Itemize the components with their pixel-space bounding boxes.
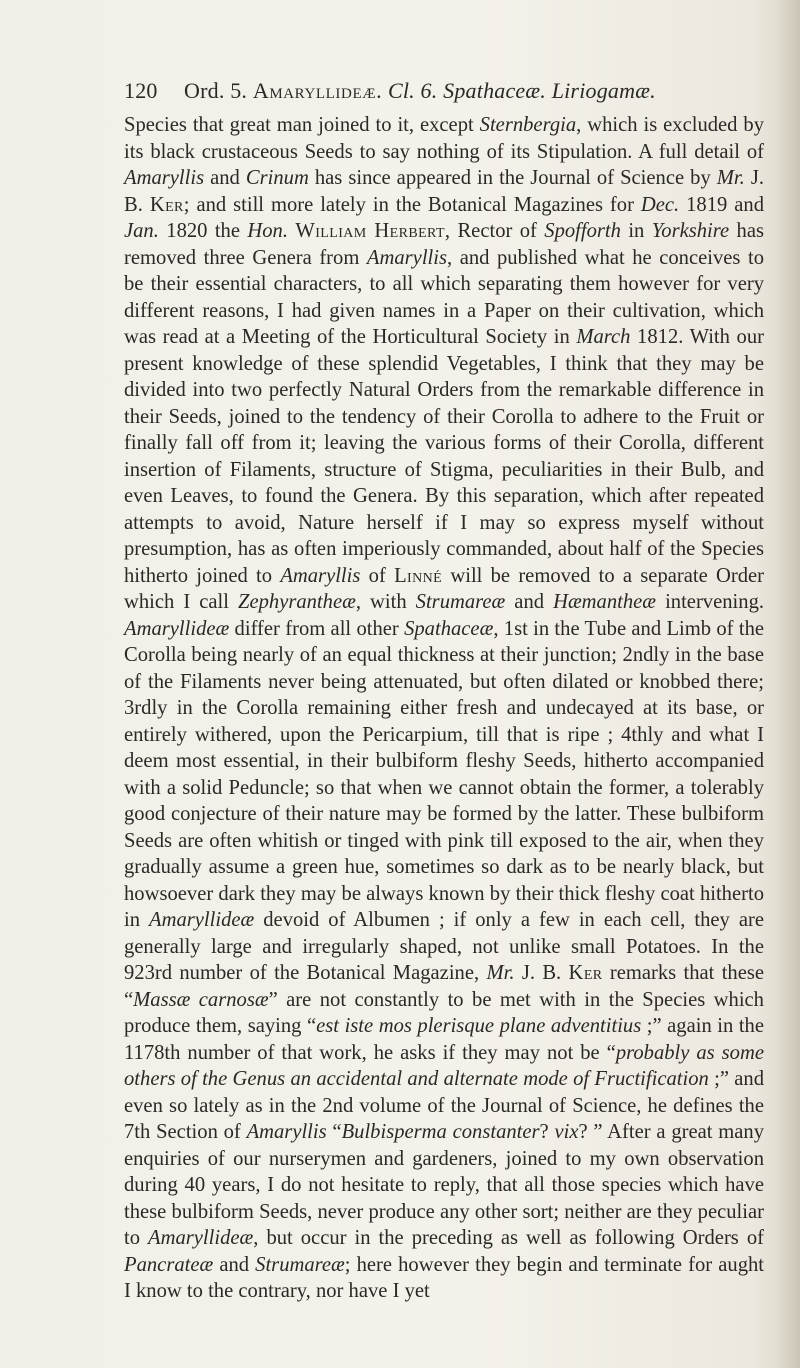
header-family: Amaryllideæ. [252,78,383,103]
italic-run: Amaryllideæ [149,909,255,931]
text-run: Species that great man joined to it, except [124,114,480,136]
text-run: and [505,591,554,613]
text-run: 1812. With our present knowledge of these splendid Vegetables, I think that they may be divided into two perfectly Natural Orders from the remarkable difference in their Seeds, joined to the tendency of their Corolla to adhere to the Fruit or finally fall off from it; leaving the various forms of their Corolla, different insertion of Filaments, structure of Stigma, peculiarities in their Bulb, and even Leaves, to found the Genera. By this separation, which after repeated attempts to avoid, Nature herself if I may so express myself without presumption, has as often imperiously commanded, about half of the Species hitherto joined to [124,326,764,587]
page-edge-shadow [778,0,800,1368]
text-run: , Rector of [444,220,545,242]
italic-run: Pancrateæ [124,1253,214,1276]
text-run: ? [539,1121,555,1143]
italic-run: Strumareæ [415,591,506,613]
italic-run: Bulbisperma constanter [341,1121,540,1143]
text-run: , but occur in the preceding as well as following Orders of [253,1227,764,1249]
running-head-text [184,76,656,106]
header-subclass-a: Spathaceæ. [443,78,546,103]
header-subclass-b: Liriogamæ. [551,78,656,103]
smallcaps-run: Linné [394,564,443,587]
italic-run: Spofforth [544,220,621,242]
italic-run: Amaryllideæ [148,1227,254,1249]
text-run: J. B. [514,962,569,984]
italic-run: Jan. [124,220,159,242]
italic-run: Strumareæ [255,1253,345,1276]
running-header [124,76,764,106]
header-class: Cl. 6. [387,78,438,103]
text-run: of [360,564,395,587]
italic-run: Massæ carnosæ [133,988,269,1011]
italic-run: est iste mos plerisque plane adventitius [316,1015,642,1037]
italic-run: probably as some others of the Genus an accidental and alternate mode of Fructification [124,1041,764,1090]
italic-run: Amaryllideæ [124,617,230,640]
italic-run: Zephyrantheæ [238,591,356,613]
italic-run: Crinum [245,167,309,189]
text-run: and [204,167,246,189]
italic-run: Dec. [640,193,680,216]
italic-run: Spathaceæ [404,617,494,640]
body-paragraph [124,112,764,1305]
italic-run: Yorkshire [651,220,730,242]
text-run: ;” and even so lately as in the 2nd volume of the Journal of Science, he defines the 7th Section of [124,1068,764,1143]
italic-run: Amaryllis [280,564,361,587]
italic-run: vix [554,1121,579,1143]
text-run: , with [355,591,416,613]
smallcaps-run: Ker [568,962,603,984]
text-run: ? ” After a great many enquiries of our nurserymen and gardeners, joined to my own observation during 40 years, I do not hesitate to reply, that all those species which have these bulbiform Seeds, never produce any other sort; neither are they peculiar to [124,1121,764,1249]
text-run: 1819 and [679,193,764,216]
text-run: remarks that these “ [124,962,765,1011]
italic-run: Amaryllis [124,167,205,189]
text-run: 1820 the [158,220,248,242]
text-run: intervening. [656,591,765,613]
text-run: in [620,220,652,242]
text-run: devoid of Albumen ; if only a few in each cell, they are generally large and irregularly shaped, not unlike small Potatoes. In the 923rd number of the Botanical Magazine, [124,909,764,984]
text-run: has removed three Genera from [124,220,764,269]
italic-run: Amaryllis [366,246,448,269]
italic-run: Mr. [486,962,515,984]
text-run: has since appeared in the Journal of Science by [308,167,717,189]
text-run: and [213,1253,256,1276]
italic-run: Hæmantheæ [553,591,657,613]
text-run: , which is excluded by its black crustaceous Seeds to say nothing of its Stipulation. A full detail of [124,114,764,163]
italic-run: March [576,326,631,348]
italic-run: Mr. [716,167,745,189]
text-run: will be removed to a separate Order which I call [124,564,765,613]
text-run: ; and still more lately in the Botanical Magazines for [183,193,641,216]
text-run: ” are not constantly to be met with in the Species which produce them, saying “ [124,988,764,1037]
text-run: , 1st in the Tube and Limb of the Corolla being nearly of an equal thickness at their junction; 2ndly in the base of the Filaments never being attenuated, but often dilated or knobbed there; 3rdly in the Corolla remaining either fresh and undecayed at its base, or entirely withered, upon the Pericarpium, till that is ripe ; 4thly and what I deem most essential, in their bulbiform fleshy Seeds, hitherto accompanied with a solid Peduncle; so that when we cannot obtain the former, a tolerably good conjecture of their nature may be formed by the latter. These bulbiform Seeds are often whitish or tinged with pink till exposed to the air, when they gradually assume a green hue, sometimes so dark as to be nearly black, but howsoever dark they may be always known by their thick fleshy coat hitherto in [124,617,765,931]
text-run: , and published what he conceives to be their essential characters, to all which separating them however for very different reasons, I had given names in a Paper on their cultivation, which was read at a Meeting of the Horticultural Society in [124,246,765,348]
text-run: ;” again in the 1178th number of that work, he asks if they may not be “ [124,1015,764,1064]
text-run: J. B. [124,167,765,216]
text-run: ; here however they begin and terminate for aught I know to the contrary, nor have I yet [124,1253,765,1302]
italic-run: Hon. [247,220,289,242]
header-order: Ord. 5. [184,78,248,103]
italic-run: Amaryllis [246,1121,327,1143]
italic-run: Sternbergia [479,114,577,136]
smallcaps-run: Ker [149,193,184,216]
page-number: 120 [124,78,158,103]
text-run: differ from all other [229,617,405,640]
text-run: “ [326,1121,342,1143]
smallcaps-run: William Herbert [295,220,445,242]
body-text [124,112,764,1305]
